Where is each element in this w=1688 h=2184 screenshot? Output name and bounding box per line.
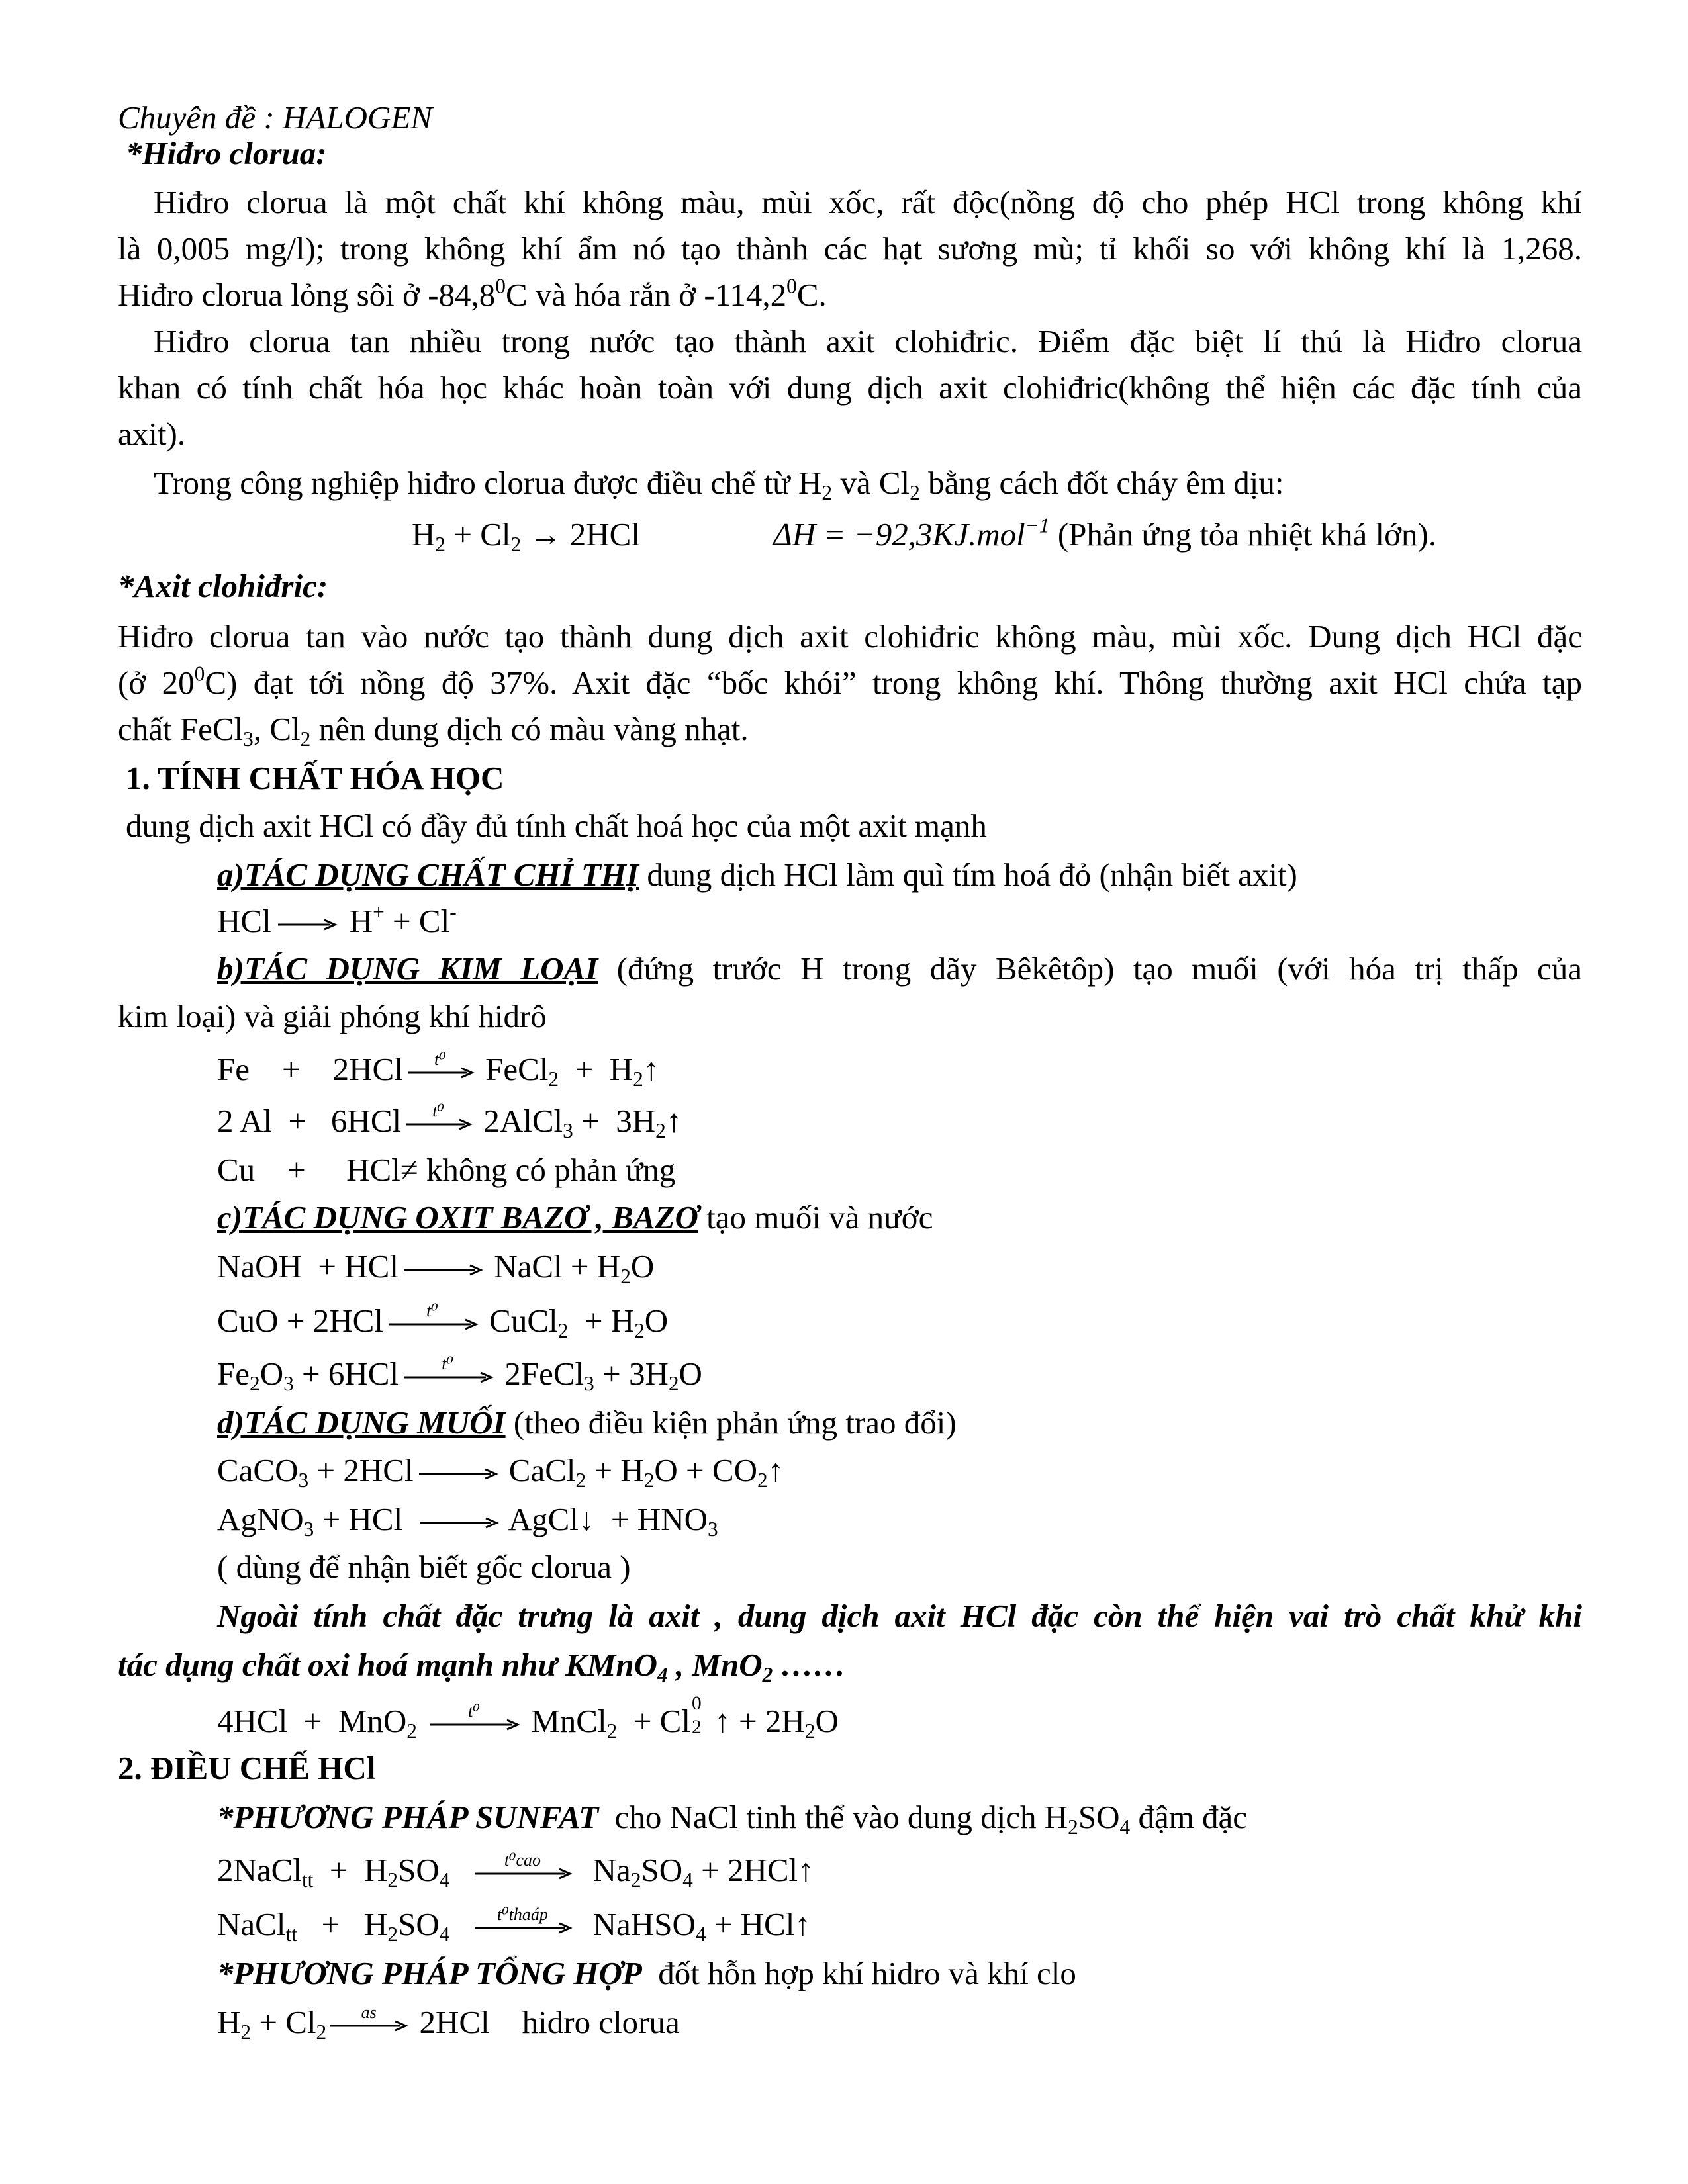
equation-nacl-h2so4-high: 2NaCl$_{tt}$ + $H_2SO_4$ t⁰cao $Na_2SO_4$ + 2HCl↑ bbox=[217, 1850, 814, 1891]
paragraph-line: Hiđro clorua lỏng sôi ở -84,8$^0$C và hóa rắn ở -114,2$^0$C. bbox=[118, 274, 827, 313]
equation-h2-cl2-light: $H_2 + Cl_2$ as 2HCl hidro clorua bbox=[217, 2002, 680, 2044]
paragraph-line: Hiđro clorua là một chất khí không màu, mùi xốc, rất độc(nồng độ cho phép HCl trong không khí bbox=[154, 184, 1582, 220]
property-a: a)TÁC DỤNG CHẤT CHỈ THỊ dung dịch HCl làm quì tím hoá đỏ (nhận biết axit) bbox=[217, 856, 1297, 893]
topic-title: Chuyên đề : HALOGEN bbox=[118, 99, 432, 136]
equation-fe2o3-hcl: $Fe_2O_3 + 6HCl$ t⁰ 2FeCl$_3$ + $3H_2O$ bbox=[217, 1353, 702, 1395]
paragraph-line: chất FeCl$_3$, $Cl_2$ nên dung dịch có màu vàng nhạt. bbox=[118, 711, 749, 751]
property-c: c)TÁC DỤNG OXIT BAZƠ , BAZƠ tạo muối và nước bbox=[217, 1199, 933, 1236]
section-heading-preparation: 2. ĐIỀU CHẾ HCl bbox=[118, 1750, 376, 1786]
enthalpy-value: ΔH = −92,3KJ.mol$^{-1}$ (Phản ứng tỏa nhiệt khá lớn). bbox=[773, 514, 1437, 553]
paragraph-line: kim loại) và giải phóng khí hidrô bbox=[118, 998, 547, 1034]
reaction-arrow: → bbox=[529, 516, 562, 553]
method-sulfate: *PHƯƠNG PHÁP SUNFAT cho NaCl tinh thể vào dung dịch $H_2SO_4$ đậm đặc bbox=[217, 1799, 1248, 1839]
equation-caco3-hcl: CaCO$_3$ + 2HCl CaCl$_2$ + $H_2O$ + $CO_2↑$ bbox=[217, 1452, 784, 1492]
paragraph-line: Hiđro clorua tan nhiều trong nước tạo thành axit clohiđric. Điểm đặc biệt lí thú là Hiđro clorua bbox=[154, 323, 1582, 359]
equation-agno3-hcl: AgNO$_3$ + HCl AgCl↓ + $HNO_3$ bbox=[217, 1501, 718, 1541]
property-b: b)TÁC DỤNG KIM LOẠI (đứng trước H trong dãy Bêkêtôp) tạo muối (với hóa trị thấp của bbox=[217, 950, 1582, 987]
paragraph-line: là 0,005 mg/l); trong không khí ẩm nó tạo thành các hạt sương mù; tỉ khối so với không khí là 1,268. bbox=[118, 230, 1582, 267]
highlight-line: Ngoài tính chất đặc trưng là axit , dung dịch axit HCl đặc còn thể hiện vai trò chất khử khi bbox=[217, 1598, 1582, 1634]
paragraph-line: (ở $20^0C$) đạt tới nồng độ 37%. Axit đặc “bốc khói” trong không khí. Thông thường axit HCl chứa tạp bbox=[118, 662, 1583, 701]
equation-cuo-hcl: CuO + 2HCl t⁰ CuCl$_2$ + $H_2O$ bbox=[217, 1300, 669, 1342]
paragraph-line: khan có tính chất hóa học khác hoàn toàn với dung dịch axit clohiđric(không thể hiện các đặc tính của bbox=[118, 369, 1582, 406]
equation-naoh-hcl: NaOH + HCl NaCl + $H_2O$ bbox=[217, 1248, 655, 1288]
equation-ionization: HCl H+ + Cl- bbox=[217, 900, 457, 939]
section-heading-hydrochloric-acid: *Axit clohiđric: bbox=[118, 568, 328, 604]
equation-al-hcl: 2 Al + 6HCl t⁰ 2AlCl$_3$ + $3H_2↑$ bbox=[217, 1101, 682, 1142]
section-heading-hydrogen-chloride: *Hiđro clorua: bbox=[126, 135, 327, 171]
section-heading-chemical-properties: 1. TÍNH CHẤT HÓA HỌC bbox=[126, 760, 504, 796]
note-chloride-test: ( dùng để nhận biết gốc clorua ) bbox=[217, 1549, 631, 1585]
equation-cu-hcl: Cu + HCl≠ không có phản ứng bbox=[217, 1152, 676, 1188]
equation-mno2-hcl: 4HCl + MnO$_2$ t⁰ MnCl$_2$ + Cl 0 2 ↑ + $2H_2O$ bbox=[217, 1693, 839, 1743]
paragraph-line: axit). bbox=[118, 416, 186, 452]
equation-nacl-h2so4-low: NaCl$_{tt}$ + $H_2SO_4$ t⁰thaáp NaHSO$_4$ + HCl↑ bbox=[217, 1904, 811, 1946]
paragraph-line: dung dịch axit HCl có đầy đủ tính chất hoá học của một axit mạnh bbox=[126, 807, 987, 844]
equation-combustion: $H_2 + Cl_2 \to 2HCl$ bbox=[412, 516, 640, 556]
highlight-line: tác dụng chất oxi hoá mạnh như KMnO$_4$ , MnO$_2$ …… bbox=[118, 1647, 846, 1686]
property-d: d)TÁC DỤNG MUỐI (theo điều kiện phản ứng trao đổi) bbox=[217, 1404, 957, 1441]
method-synthesis: *PHƯƠNG PHÁP TỔNG HỢP đốt hỗn hợp khí hidro và khí clo bbox=[217, 1955, 1076, 1991]
equation-fe-hcl: Fe + 2HCl t⁰ FeCl$_2$ + $H_2↑$ bbox=[217, 1049, 660, 1091]
paragraph-line: Trong công nghiệp hiđro clorua được điều chế từ $H_2$ và $Cl_2$ bằng cách đốt cháy êm dịu: bbox=[154, 465, 1284, 504]
paragraph-line: Hiđro clorua tan vào nước tạo thành dung dịch axit clohiđric không màu, mùi xốc. Dung dịch HCl đặc bbox=[118, 618, 1582, 655]
